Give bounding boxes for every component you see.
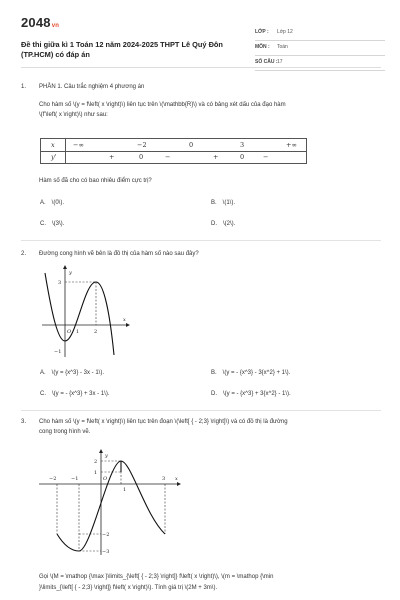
table-x-value: −2 (137, 141, 147, 149)
exam-meta (255, 26, 385, 71)
table-x-label: x (51, 141, 55, 149)
option-a[interactable]: A. \(0\). (40, 200, 65, 206)
option-c[interactable]: C. \(3\). (40, 221, 65, 227)
graph-tick: 2 (94, 329, 98, 335)
graph-tick: −1 (54, 349, 62, 355)
graph-tick: −2 (49, 476, 57, 482)
question-stem: Cho hàm số \(y = f\left( x \right)\) liên tục trên \(\mathbb{R}\) và có bảng xét dấu của đạo hàm (39, 102, 286, 108)
meta-subject (255, 41, 385, 56)
graph-tick: −2 (102, 532, 110, 538)
meta-subject-value: Toán (277, 44, 288, 50)
site-logo[interactable]: 2048vn (21, 15, 60, 30)
table-y-value: 0 (240, 153, 245, 161)
meta-class-key: LỚP : (255, 29, 269, 35)
table-x-value: 0 (189, 141, 194, 149)
piecewise-graph (35, 447, 185, 557)
question-divider (21, 410, 381, 411)
graph-y-label: y (105, 453, 108, 459)
exam-title: Đề thi giữa kì 1 Toán 12 năm 2024-2025 THPT Lê Quý Đôn (TP.HCM) có đáp án (21, 40, 223, 59)
graph-tick: 3 (162, 476, 166, 482)
graph-tick: −1 (71, 476, 79, 482)
table-y-value: − (165, 153, 171, 161)
option-a[interactable]: A. \(y = {x^3} - 3x - 1\). (40, 370, 105, 376)
meta-count (255, 56, 385, 71)
table-y-label: y' (51, 153, 57, 161)
question-text: Hàm số đã cho có bao nhiêu điểm cực trị? (39, 178, 152, 184)
question-text-cont: }\limits_{\left[ { - 2;3} \right]} f\left( x \right)\). Tính giá trị \(2M + 3m\). (39, 585, 218, 591)
option-d[interactable]: D. \(2\). (211, 221, 236, 227)
meta-count-key: SỐ CÂU : (255, 59, 278, 65)
meta-count-value: 17 (277, 59, 283, 65)
option-b[interactable]: B. \(y = - {x^3} - 3{x^2} + 1\). (211, 370, 291, 376)
question-number: 3. (21, 419, 27, 425)
question-number: 1. (21, 84, 27, 90)
graph-tick: 2 (94, 459, 98, 465)
question-stem: Đường cong hình vẽ bên là đồ thị của hàm số nào sau đây? (39, 251, 199, 257)
question-stem-cont: cong trong hình vẽ. (39, 429, 91, 435)
meta-class-value: Lớp 12 (277, 29, 293, 35)
section-heading: PHẦN 1. Câu trắc nghiệm 4 phương án (39, 84, 145, 90)
table-y-value: − (263, 153, 269, 161)
option-c[interactable]: C. \(y = - {x^3} + 3x - 1\). (40, 391, 110, 397)
question-divider (21, 240, 381, 241)
table-x-value: −∞ (73, 141, 84, 149)
graph-x-label: x (123, 317, 126, 323)
graph-tick: 1 (76, 329, 80, 335)
sign-table (40, 138, 307, 164)
graph-origin: O (67, 329, 72, 335)
question-text: Gọi \(M = \mathop {\max }\limits_{\left[ { - 2;3} \right]} f\left( x \right)\), \(m = \mathop {\min (39, 574, 274, 580)
table-y-value: + (109, 153, 115, 161)
meta-class (255, 26, 385, 41)
meta-subject-key: MÔN : (255, 44, 270, 50)
option-b[interactable]: B. \(1\). (211, 200, 236, 206)
question-stem-cont: \(f'\left( x \right)\) như sau: (39, 112, 108, 118)
graph-tick: 1 (123, 487, 127, 493)
graph-y-label: y (69, 270, 72, 276)
graph-tick: −3 (102, 549, 110, 555)
header (21, 12, 381, 65)
graph-x-label: x (175, 476, 178, 482)
cubic-graph (40, 265, 130, 360)
graph-tick: 1 (94, 470, 98, 476)
graph-origin: O (103, 476, 108, 482)
table-y-value: + (213, 153, 219, 161)
table-x-value: 3 (240, 141, 245, 149)
option-d[interactable]: D. \(y = - {x^3} + 3{x^2} - 1\). (211, 391, 291, 397)
header-divider (21, 67, 381, 68)
table-x-value: +∞ (286, 141, 297, 149)
question-number: 2. (21, 251, 27, 257)
graph-tick: 3 (58, 280, 62, 286)
question-stem: Cho hàm số \(y = f\left( x \right)\) liên tục trên đoạn \(\left[ { - 2;3} \right]\) và có đồ thị là đường (39, 419, 288, 425)
table-y-value: 0 (139, 153, 144, 161)
